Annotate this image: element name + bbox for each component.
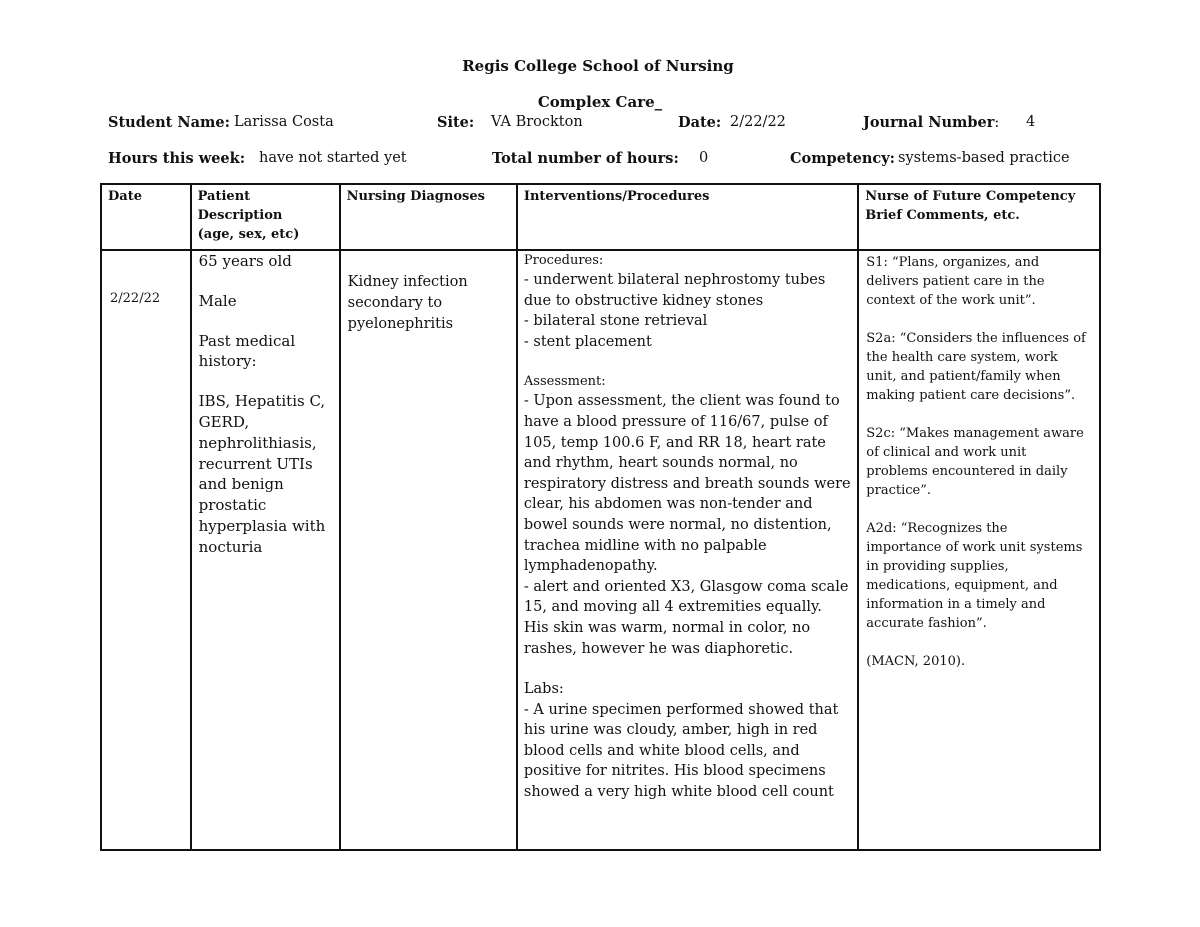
cell-date: 2/22/22 (101, 250, 191, 850)
text-line: - A urine specimen performed showed that (523, 701, 839, 718)
text-line: GERD, (198, 412, 250, 431)
text-line: and benign (198, 475, 284, 494)
competency-s2a (866, 329, 1095, 405)
student-name-value: Larissa Costa (234, 114, 334, 130)
text-line: and rhythm, heart sounds normal, no (523, 455, 798, 472)
text-line: 15, and moving all 4 extremities equally. (523, 599, 822, 616)
competency-label: Competency: (790, 150, 895, 167)
text-line: in providing supplies, (866, 559, 1009, 574)
table-header-row (101, 184, 1100, 250)
competency-s1 (866, 253, 1095, 310)
text-line: information in a timely and (866, 597, 1046, 612)
journal-number-value: 4 (1026, 114, 1036, 130)
text-line: clear, his abdomen was non-tender and (523, 496, 813, 513)
col-header-competency: Nurse of Future Competency Brief Comments, etc. (858, 184, 1100, 250)
text-line: context of the work unit”. (866, 293, 1036, 308)
text-line: Kidney infection (347, 274, 468, 290)
journal-number-colon: : (994, 115, 1000, 131)
text-line: delivers patient care in the (866, 274, 1045, 289)
text-line: - stent placement (523, 333, 652, 350)
hours-label: Hours this week: (108, 150, 246, 167)
text-line: - alert and oriented X3, Glasgow coma scale (523, 578, 849, 595)
text-line: pyelonephritis (347, 315, 454, 332)
patient-sex: Male (198, 291, 237, 310)
text-line: of clinical and work unit (866, 445, 1027, 460)
total-hours-label: Total number of hours: (492, 150, 679, 167)
competency-s2c (866, 424, 1095, 500)
cell-competency-comments (858, 250, 1100, 850)
cell-patient-description: 65 years old Male Past medical history: IBS, Hepatitis C, GERD, nephrolithiasis, recurrent UTIs and benign prostatic hyperplasia with nocturia (191, 250, 340, 850)
document-subtitle: Complex Care_ (537, 93, 663, 111)
text-line: nocturia (198, 537, 263, 556)
text-line: lymphadenopathy. (523, 558, 658, 575)
text-line: showed a very high white blood cell count (523, 784, 834, 801)
date-value: 2/22/22 (730, 114, 786, 130)
date-label: Date: (678, 114, 722, 131)
text-line: medications, equipment, and (866, 578, 1058, 593)
text-line: recurrent UTIs (198, 454, 313, 473)
hours-value: have not started yet (259, 150, 407, 166)
assessment-list (524, 391, 853, 659)
text-line: - Upon assessment, the client was found to (523, 393, 840, 410)
col-header-patient: Patient Description (age, sex, etc) (191, 184, 340, 250)
journal-table (100, 183, 1101, 851)
cell-nursing-diagnoses (340, 250, 517, 850)
text-line: problems encountered in daily (866, 464, 1068, 479)
text-line: S2a: “Considers the influences of (866, 331, 1086, 346)
text-line: trachea midline with no palpable (523, 537, 767, 554)
text-line: IBS, Hepatitis C, (198, 392, 326, 411)
table-row (101, 250, 1100, 850)
site-value: VA Brockton (491, 114, 583, 130)
text-line: A2d: “Recognizes the (866, 521, 1008, 536)
patient-age: 65 years old (198, 252, 292, 270)
text-line: His skin was warm, normal in color, no (523, 619, 811, 636)
text-line: accurate fashion”. (866, 616, 987, 631)
text-line: due to obstructive kidney stones (523, 292, 764, 309)
text-line: positive for nitrites. His blood specimens (523, 763, 826, 780)
total-hours-value: 0 (699, 150, 709, 166)
text-line: 105, temp 100.6 F, and RR 18, heart rate (523, 434, 826, 451)
patient-history-list (199, 391, 335, 557)
text-line: S2c: “Makes management aware (866, 426, 1084, 441)
text-line: making patient care decisions”. (866, 388, 1076, 403)
text-line: the health care system, work (866, 350, 1058, 365)
col-header-interventions: Interventions/Procedures (517, 184, 858, 250)
text-line: - bilateral stone retrieval (523, 313, 708, 330)
procedures-heading: Procedures: (523, 253, 604, 268)
text-line: respiratory distress and breath sounds were (523, 475, 851, 492)
journal-number-label-group (863, 114, 999, 131)
text-line: S1: “Plans, organizes, and (866, 255, 1040, 270)
text-line: nephrolithiasis, (198, 433, 317, 452)
journal-number-label: Journal Number (863, 114, 995, 131)
competency-value: systems-based practice (898, 150, 1070, 166)
student-name-label: Student Name: (108, 114, 230, 131)
cell-interventions (517, 250, 858, 850)
text-line: unit, and patient/family when (866, 369, 1061, 384)
text-line: rashes, however he was diaphoretic. (523, 640, 794, 657)
diagnoses-list (348, 272, 512, 334)
col-header-diagnoses: Nursing Diagnoses (340, 184, 517, 250)
competency-a2d (866, 519, 1095, 633)
text-line: importance of work unit systems (866, 540, 1083, 555)
site-label: Site: (437, 114, 475, 131)
text-line: blood cells and white blood cells, and (523, 742, 800, 759)
text-line: prostatic (198, 496, 267, 515)
assessment-heading: Assessment: (523, 374, 606, 390)
text-line: hyperplasia with (198, 516, 326, 535)
text-line: practice”. (866, 483, 931, 498)
text-line: bowel sounds were normal, no distention, (523, 516, 832, 533)
citation: (MACN, 2010). (866, 654, 966, 669)
col-header-date: Date (101, 184, 191, 250)
text-line: his urine was cloudy, amber, high in red (523, 722, 818, 739)
text-line: - underwent bilateral nephrostomy tubes (523, 272, 826, 288)
labs-heading: Labs: (523, 681, 564, 698)
labs-list (524, 700, 853, 803)
text-line: have a blood pressure of 116/67, pulse of (523, 413, 828, 430)
text-line: secondary to (347, 294, 443, 311)
procedures-list (524, 270, 853, 352)
document-title: Regis College School of Nursing (462, 57, 734, 75)
